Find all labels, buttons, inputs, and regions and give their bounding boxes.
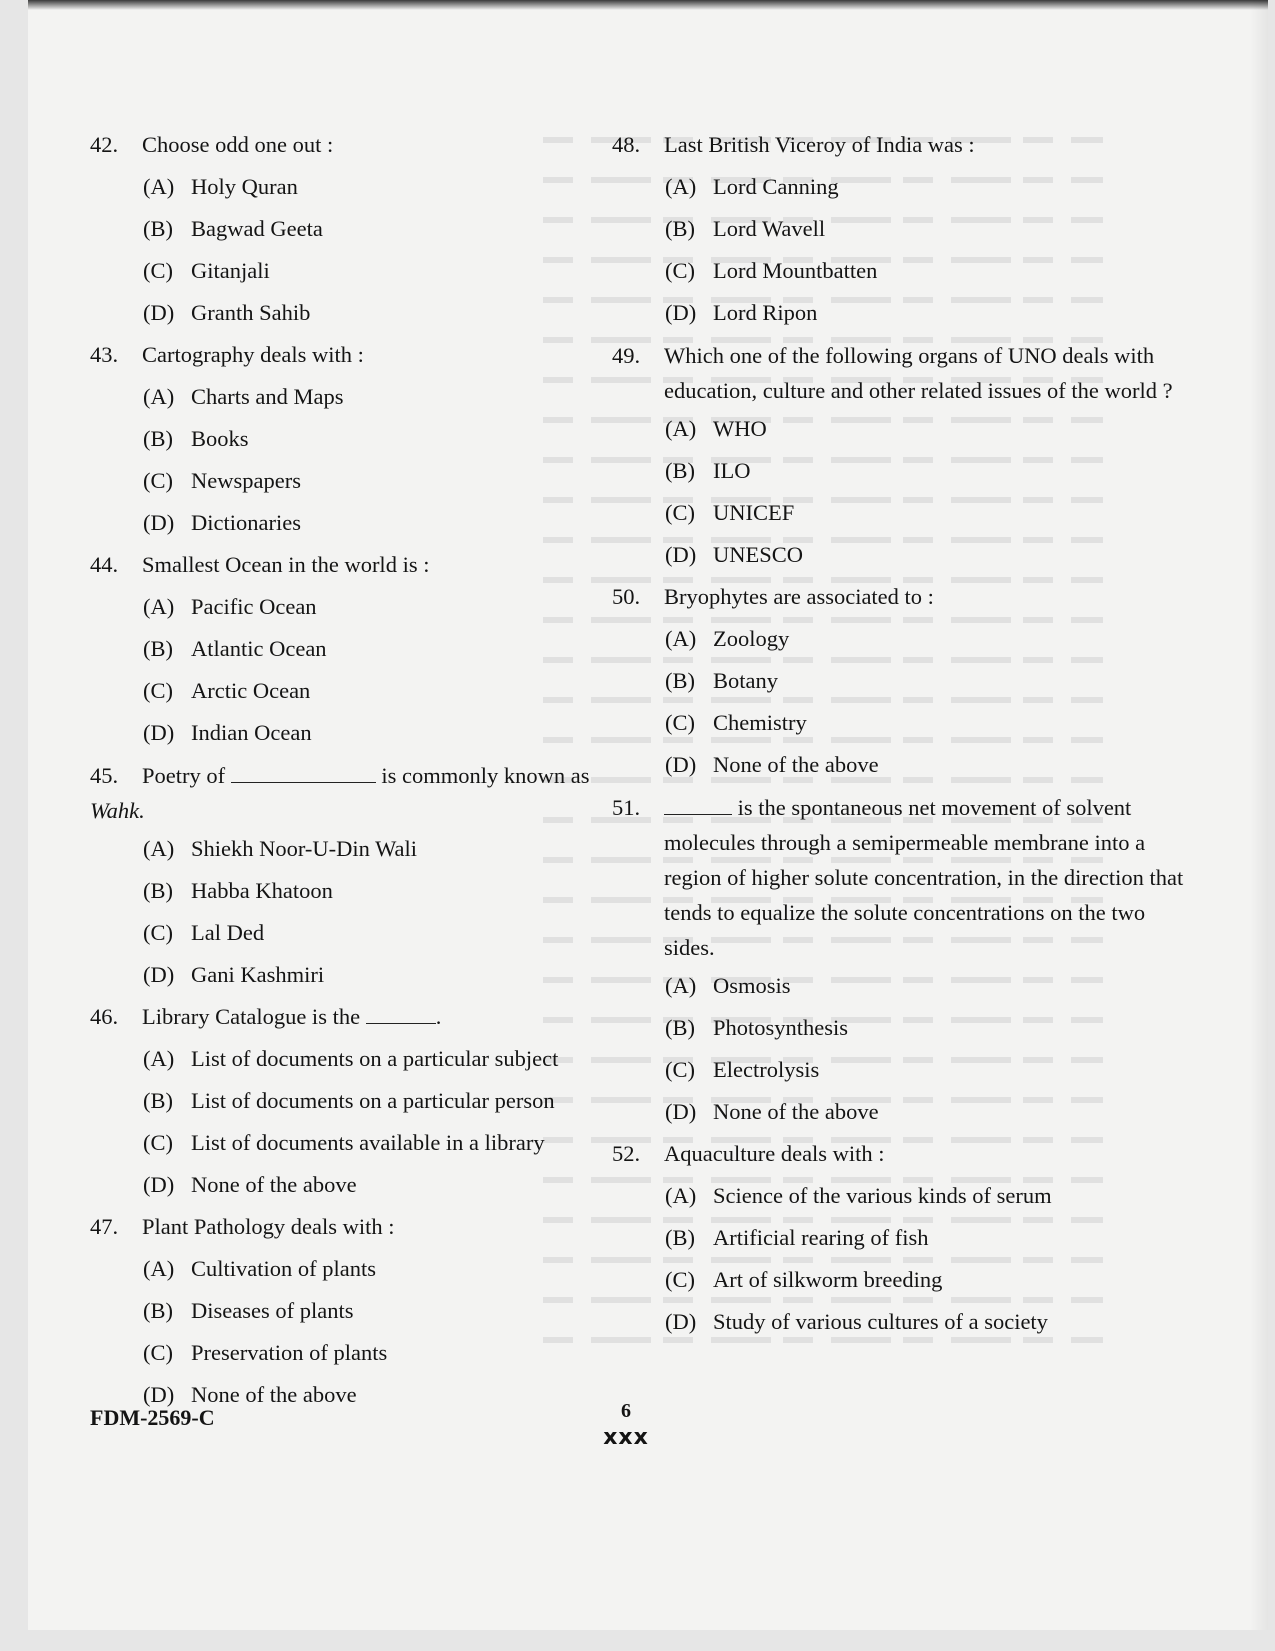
option-c: (C) Arctic Ocean — [143, 678, 311, 703]
option-c: (C) Electrolysis — [665, 1057, 820, 1082]
option-b: (B) Habba Khatoon — [143, 878, 333, 903]
option-a: (A) Science of the various kinds of serum — [665, 1183, 1052, 1208]
option-d: (D) UNESCO — [665, 542, 804, 567]
option-d: (D) None of the above — [665, 1099, 879, 1124]
question-number: 47. — [90, 1214, 119, 1239]
option-c: (C) Lal Ded — [143, 920, 265, 945]
page-number: 6 — [621, 1400, 631, 1422]
question-text: Cartography deals with : — [142, 342, 364, 367]
option-b: (B) Bagwad Geeta — [143, 216, 323, 241]
option-a: (A) Charts and Maps — [143, 384, 344, 409]
paper-code: FDM-2569-C — [90, 1405, 215, 1430]
question-text: Last British Viceroy of India was : — [664, 132, 975, 157]
option-a: (A) Osmosis — [665, 973, 791, 998]
scan-right-edge — [1250, 0, 1268, 1630]
option-b: (B) List of documents on a particular person — [143, 1088, 555, 1113]
option-d: (D) None of the above — [665, 752, 879, 777]
option-b: (B) ILO — [665, 458, 751, 483]
question-number: 46. — [90, 1004, 119, 1029]
right-column — [612, 124, 1192, 1343]
question-text: Smallest Ocean in the world is : — [142, 552, 430, 577]
question-text: Which one of the following organs of UNO deals with education, culture and other related issues of the world ? — [664, 343, 1173, 403]
option-d: (D) Indian Ocean — [143, 720, 312, 745]
scan-top-edge — [28, 0, 1268, 10]
option-d: (D) Dictionaries — [143, 510, 301, 535]
question-number: 48. — [612, 132, 641, 157]
option-b: (B) Artificial rearing of fish — [665, 1225, 929, 1250]
question-42 — [90, 124, 620, 334]
question-text: Plant Pathology deals with : — [142, 1214, 395, 1239]
option-c: (C) Lord Mountbatten — [665, 258, 878, 283]
question-number: 51. — [612, 795, 641, 820]
option-b: (B) Books — [143, 426, 249, 451]
question-text: is the spontaneous net movement of solvent molecules through a semipermeable membrane into a region of higher solute concentration, in the direction that tends to equalize the solute concentrations on the two sides. — [664, 786, 1192, 965]
question-text: Bryophytes are associated to : — [664, 584, 934, 609]
option-d: (D) Granth Sahib — [143, 300, 311, 325]
option-a: (A) Zoology — [665, 626, 790, 651]
question-45 — [90, 754, 620, 996]
question-number: 50. — [612, 584, 641, 609]
option-b: (B) Botany — [665, 668, 778, 693]
option-d: (D) Study of various cultures of a society — [665, 1309, 1048, 1334]
option-c: (C) Art of silkworm breeding — [665, 1267, 943, 1292]
question-47 — [90, 1206, 620, 1416]
option-c: (C) UNICEF — [665, 500, 795, 525]
question-text: Library Catalogue is the . — [142, 996, 620, 1038]
option-a: (A) List of documents on a particular subject — [143, 1046, 559, 1071]
option-b: (B) Photosynthesis — [665, 1015, 849, 1040]
option-a: (A) Shiekh Noor-U-Din Wali — [143, 836, 418, 861]
answer-blank — [664, 790, 732, 815]
option-d: (D) None of the above — [143, 1172, 357, 1197]
question-number: 49. — [612, 343, 641, 368]
answer-blank — [231, 758, 376, 783]
answer-blank — [366, 999, 436, 1024]
question-44 — [90, 544, 620, 754]
option-c: (C) Gitanjali — [143, 258, 270, 283]
question-50 — [612, 576, 1192, 786]
question-number: 42. — [90, 132, 119, 157]
option-a: (A) Cultivation of plants — [143, 1256, 376, 1281]
question-number: 52. — [612, 1141, 641, 1166]
question-43 — [90, 334, 620, 544]
question-text: Choose odd one out : — [142, 132, 334, 157]
option-c: (C) Chemistry — [665, 710, 807, 735]
option-d: (D) Gani Kashmiri — [143, 962, 325, 987]
exam-page — [28, 0, 1268, 1630]
option-a: (A) Pacific Ocean — [143, 594, 317, 619]
option-c: (C) Newspapers — [143, 468, 301, 493]
option-d: (D) Lord Ripon — [665, 300, 818, 325]
question-text: Poetry of is commonly known as Wahk. — [142, 754, 620, 828]
question-number: 45. — [90, 763, 119, 788]
question-text: Aquaculture deals with : — [664, 1141, 885, 1166]
question-number: 43. — [90, 342, 119, 367]
question-49 — [612, 334, 1192, 576]
question-51 — [612, 786, 1192, 1133]
option-d: (D) None of the above — [143, 1382, 357, 1407]
question-52 — [612, 1133, 1192, 1343]
option-b: (B) Diseases of plants — [143, 1298, 354, 1323]
option-c: (C) List of documents available in a library — [143, 1130, 545, 1155]
option-b: (B) Atlantic Ocean — [143, 636, 327, 661]
option-a: (A) WHO — [665, 416, 767, 441]
question-46 — [90, 996, 620, 1206]
question-48 — [612, 124, 1192, 334]
option-b: (B) Lord Wavell — [665, 216, 826, 241]
left-column — [90, 124, 620, 1416]
option-a: (A) Lord Canning — [665, 174, 839, 199]
question-number: 44. — [90, 552, 119, 577]
option-a: (A) Holy Quran — [143, 174, 298, 199]
end-mark: xxx — [603, 1425, 649, 1450]
option-c: (C) Preservation of plants — [143, 1340, 388, 1365]
